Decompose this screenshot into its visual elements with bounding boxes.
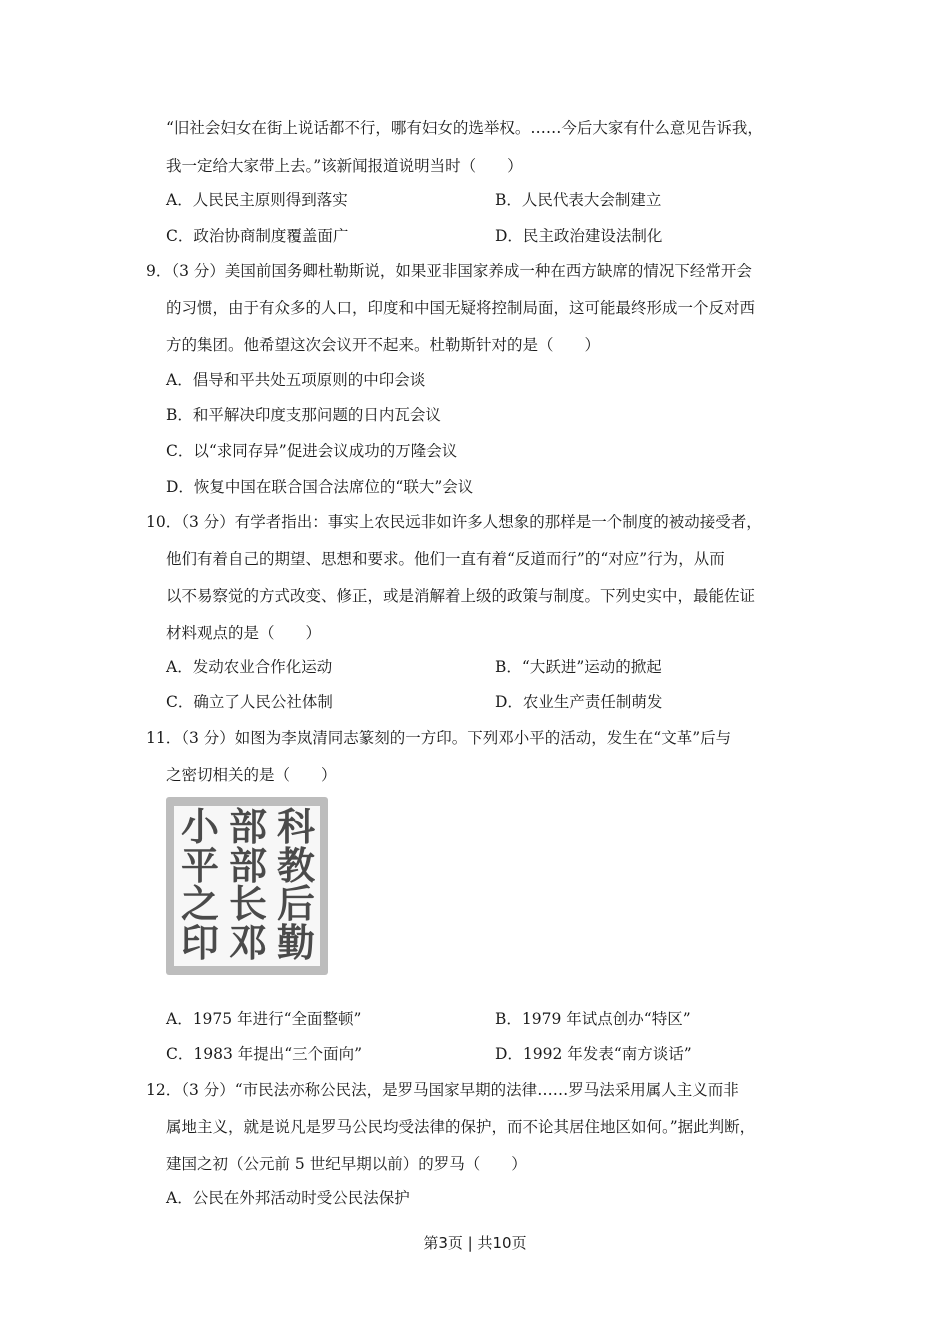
q10-option-d: D．农业生产责任制萌发 — [495, 693, 663, 711]
seal-char: 长 — [228, 882, 267, 926]
q10-option-c: C．确立了人民公社体制 — [166, 693, 333, 711]
q10-stem-line-4: 材料观点的是（ ） — [166, 624, 322, 642]
q8-option-c: C．政治协商制度覆盖面广 — [166, 227, 349, 245]
page-footer: 第3页 | 共10页 — [423, 1234, 527, 1252]
q8-option-d: D．民主政治建设法制化 — [495, 227, 663, 245]
q10-stem-line-3: 以不易察觉的方式改变、修正，或是消解着上级的政策与制度。下列史实中，最能佐证 — [166, 587, 756, 605]
seal-char: 印 — [180, 920, 219, 965]
q12-stem-line-1: 12．（3 分）“市民法亦称公民法，是罗马国家早期的法律……罗马法采用属人主义而非 — [146, 1081, 739, 1099]
q8-option-a: A．人民民主原则得到落实 — [166, 191, 348, 209]
q11-stem-line-1: 11．（3 分）如图为李岚清同志篆刻的一方印。下列邓小平的活动，发生在“文革”后与 — [146, 729, 732, 747]
seal-char: 教 — [276, 843, 315, 888]
seal-char: 部 — [228, 805, 267, 849]
q9-stem-line-1: 9．（3 分）美国前国务卿杜勒斯说，如果亚非国家养成一种在西方缺席的情况下经常开会 — [146, 262, 752, 280]
seal-column-middle — [224, 805, 272, 965]
seal-char: 小 — [180, 805, 219, 849]
seal-char: 部 — [228, 843, 267, 888]
seal-column-right — [272, 805, 320, 965]
q9-option-d: D．恢复中国在联合国合法席位的“联大”会议 — [166, 478, 474, 496]
q11-option-b: B．1979 年试点创办“特区” — [495, 1010, 691, 1028]
q11-option-c: C．1983 年提出“三个面向” — [166, 1045, 363, 1063]
q10-option-a: A．发动农业合作化运动 — [166, 658, 333, 676]
q11-stem-line-2: 之密切相关的是（ ） — [166, 766, 337, 784]
seal-column-left — [176, 805, 224, 965]
q11-option-a: A．1975 年进行“全面整顿” — [166, 1010, 362, 1028]
seal-char: 勤 — [276, 920, 315, 965]
seal-char: 邓 — [228, 920, 267, 965]
seal-char: 科 — [276, 805, 315, 849]
q9-option-c: C．以“求同存异”促进会议成功的万隆会议 — [166, 442, 458, 460]
q9-option-a: A．倡导和平共处五项原则的中印会谈 — [166, 371, 426, 389]
q10-stem-line-1: 10．（3 分）有学者指出：事实上农民远非如许多人想象的那样是一个制度的被动接受者， — [146, 513, 762, 531]
q12-stem-line-3: 建国之初（公元前 5 世纪早期以前）的罗马（ ） — [166, 1155, 527, 1173]
q10-stem-line-2: 他们有着自己的期望、思想和要求。他们一直有着“反道而行”的“对应”行为，从而 — [166, 550, 725, 568]
seal-char: 后 — [276, 882, 315, 926]
q8-stem-line-2: 我一定给大家带上去。”该新闻报道说明当时（ ） — [166, 157, 523, 175]
seal-char: 平 — [180, 843, 219, 888]
seal-face — [174, 806, 320, 966]
q8-option-b: B．人民代表大会制建立 — [495, 191, 662, 209]
q10-option-b: B．“大跃进”运动的掀起 — [495, 658, 662, 676]
q12-option-a: A．公民在外邦活动时受公民法保护 — [166, 1189, 410, 1207]
q12-stem-line-2: 属地主义，就是说凡是罗马公民均受法律的保护，而不论其居住地区如何。”据此判断， — [166, 1118, 756, 1136]
seal-char: 之 — [180, 882, 219, 926]
q11-option-d: D．1992 年发表“南方谈话” — [495, 1045, 692, 1063]
q9-stem-line-3: 方的集团。他希望这次会议开不起来。杜勒斯针对的是（ ） — [166, 336, 601, 354]
q9-stem-line-2: 的习惯，由于有众多的人口，印度和中国无疑将控制局面，这可能最终形成一个反对西 — [166, 299, 756, 317]
q8-stem-line-1: “旧社会妇女在街上说话都不行，哪有妇女的选举权。……今后大家有什么意见告诉我， — [166, 119, 763, 137]
seal-stamp-image — [166, 797, 328, 975]
q9-option-b: B．和平解决印度支那问题的日内瓦会议 — [166, 406, 441, 424]
